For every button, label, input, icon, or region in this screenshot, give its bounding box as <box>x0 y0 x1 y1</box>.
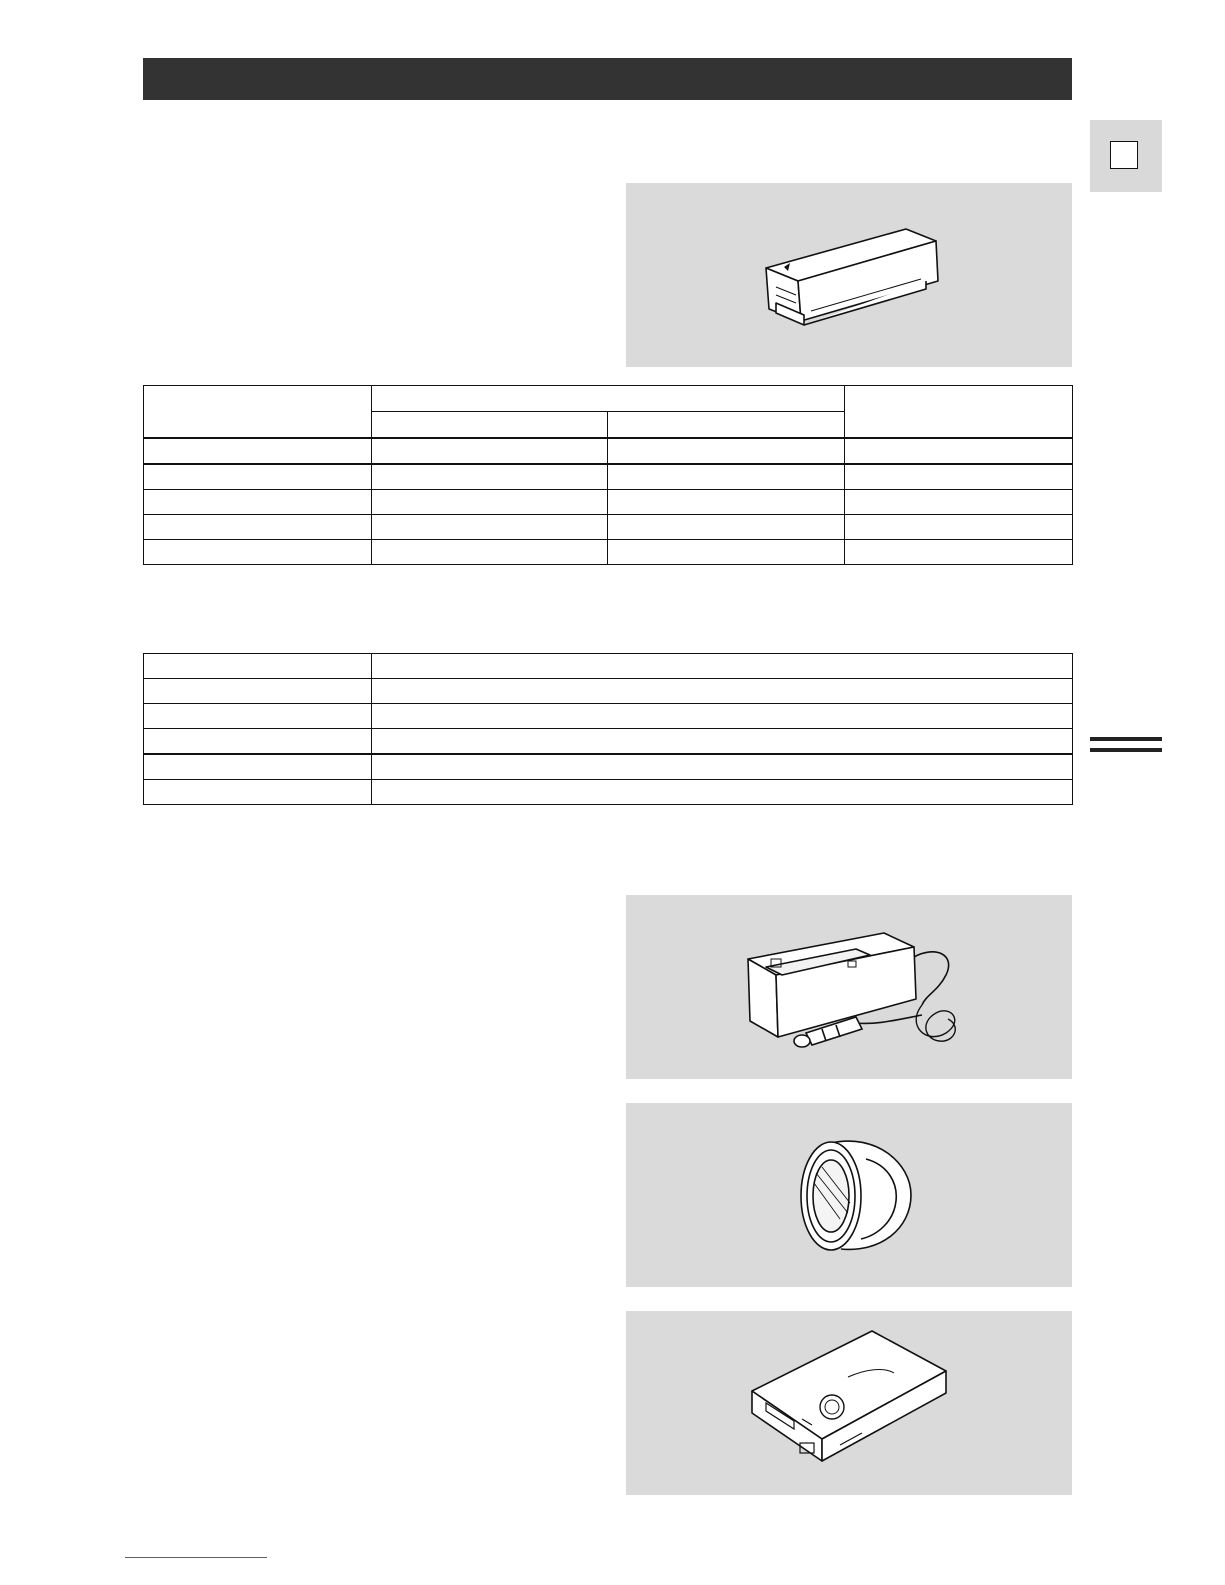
section-marker-rule-top <box>1090 737 1162 741</box>
table-cell <box>144 754 372 780</box>
car-battery-charger-icon <box>626 895 1072 1079</box>
table-cell <box>372 515 608 540</box>
battery-specs-table <box>143 385 1073 565</box>
table-cell <box>845 438 1073 464</box>
table-row <box>144 704 1073 729</box>
table-header-row <box>144 386 1073 412</box>
table-cell <box>372 464 608 490</box>
table-cell <box>144 704 372 729</box>
card-adapter-figure <box>626 1311 1072 1495</box>
table-header-cell <box>144 386 372 439</box>
table-row <box>144 540 1073 565</box>
table-cell <box>144 490 372 515</box>
table-cell <box>372 780 1073 805</box>
table-cell <box>144 540 372 565</box>
wide-conversion-lens-icon <box>626 1103 1072 1287</box>
battery-pack-figure <box>626 183 1072 367</box>
battery-charger-figure <box>626 895 1072 1079</box>
table-cell <box>144 729 372 755</box>
table-cell <box>845 490 1073 515</box>
table-cell <box>144 464 372 490</box>
table-row <box>144 780 1073 805</box>
accessory-table <box>143 653 1073 805</box>
table-cell <box>144 679 372 704</box>
table-cell <box>372 490 608 515</box>
table-cell <box>372 679 1073 704</box>
battery-pack-icon <box>626 183 1072 367</box>
table-row <box>144 464 1073 490</box>
table-row <box>144 679 1073 704</box>
table-cell <box>372 438 608 464</box>
table-header-cell <box>372 386 845 412</box>
table-cell <box>845 515 1073 540</box>
table-cell <box>608 490 845 515</box>
table-cell <box>144 780 372 805</box>
table-cell <box>372 754 1073 780</box>
table-cell <box>372 729 1073 755</box>
table-row <box>144 754 1073 780</box>
table-cell <box>144 515 372 540</box>
table-cell <box>845 464 1073 490</box>
table-cell <box>372 654 1073 679</box>
table-cell <box>608 438 845 464</box>
footnote-link-rule <box>125 1557 267 1558</box>
table-cell <box>372 704 1073 729</box>
table-cell <box>845 540 1073 565</box>
table-cell <box>608 515 845 540</box>
card-adapter-icon <box>626 1311 1072 1495</box>
table-row <box>144 654 1073 679</box>
table-cell <box>144 438 372 464</box>
table-cell <box>608 464 845 490</box>
table-row <box>144 515 1073 540</box>
table-header-cell <box>845 386 1073 439</box>
table-row <box>144 490 1073 515</box>
table-cell <box>372 540 608 565</box>
conversion-lens-figure <box>626 1103 1072 1287</box>
side-index-tab-box <box>1110 141 1138 169</box>
table-row <box>144 438 1073 464</box>
section-title-bar <box>143 58 1072 100</box>
table-header-cell <box>372 412 608 439</box>
table-header-cell <box>608 412 845 439</box>
table-row <box>144 729 1073 755</box>
table-cell <box>608 540 845 565</box>
section-marker-rule-bottom <box>1090 748 1162 752</box>
table-cell <box>144 654 372 679</box>
